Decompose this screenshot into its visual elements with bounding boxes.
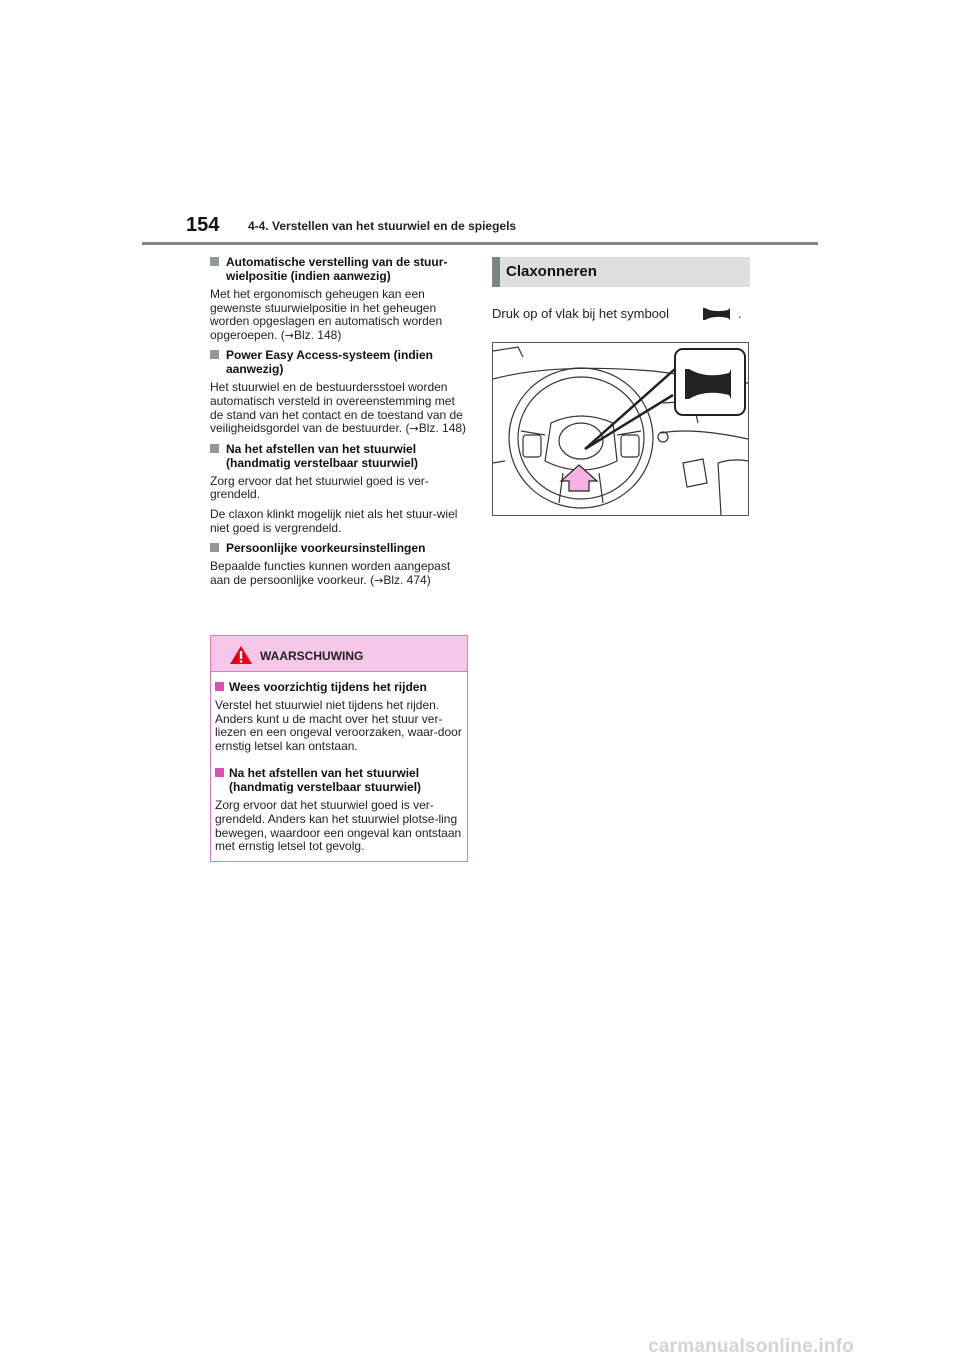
instruction: Druk op of vlak bij het symbool . xyxy=(492,306,742,321)
sub-heading-auto-adjust: Automatische verstelling van de stuur-wielpositie (indien aanwezig) xyxy=(210,255,470,283)
warning-title: WAARSCHUWING xyxy=(260,649,364,663)
horn-icon xyxy=(702,307,732,321)
sub-heading-after-adjust: Na het afstellen van het stuurwiel (handmatig verstelbaar stuurwiel) xyxy=(210,442,470,470)
warning-header xyxy=(211,636,467,672)
warning-item-text: Verstel het stuurwiel niet tijdens het rijden. Anders kunt u de macht over het stuur ver-liezen en een ongeval veroorzaken, waar-door ernstig letsel kan ontstaan. xyxy=(215,698,462,753)
page-number: 154 xyxy=(186,214,220,236)
arrow-icon: → xyxy=(284,328,294,342)
square-bullet-icon xyxy=(210,543,219,552)
paragraph: Bepaalde functies kunnen worden aangepast aan de persoonlijke voorkeur. (→Blz. 474) xyxy=(210,559,451,587)
warning-box xyxy=(210,635,468,862)
warning-body xyxy=(211,672,467,854)
header-title: 4-4. Verstellen van het stuurwiel en de spiegels xyxy=(248,219,517,233)
square-bullet-icon xyxy=(215,768,224,777)
warning-item-text: Zorg ervoor dat het stuurwiel goed is ver-grendeld. Anders kan het stuurwiel plotse-ling bewegen, waardoor een ongeval kan ontstaan met ernstig letsel tot gevolg. xyxy=(215,798,462,854)
sub-heading-personal-settings: Persoonlijke voorkeursinstellingen xyxy=(210,541,470,555)
watermark: carmanualsonline.info xyxy=(648,1336,854,1357)
section-heading xyxy=(492,257,750,287)
paragraph: Met het ergonomisch geheugen kan een gewenste stuurwielpositie in het geheugen worden opgeslagen en automatisch worden opgeroepen. (→Blz. 148) xyxy=(210,287,443,342)
square-bullet-icon xyxy=(215,682,224,691)
left-column xyxy=(210,255,470,593)
arrow-icon: → xyxy=(374,573,384,587)
section-bar xyxy=(492,257,500,287)
square-bullet-icon xyxy=(210,257,219,266)
steering-wheel-illustration xyxy=(492,342,749,516)
warning-triangle-icon xyxy=(229,645,253,665)
paragraph: Zorg ervoor dat het stuurwiel goed is ver-grendeld. xyxy=(210,473,429,502)
square-bullet-icon xyxy=(210,444,219,453)
steering-wheel-drawing xyxy=(493,343,748,515)
right-column xyxy=(492,257,750,326)
warning-item-heading: Wees voorzichtig tijdens het rijden xyxy=(215,680,463,694)
header-rule xyxy=(142,242,818,245)
section-title: Claxonneren xyxy=(506,263,597,280)
arrow-icon: → xyxy=(409,422,419,436)
paragraph: De claxon klinkt mogelijk niet als het stuur-wiel niet goed is vergrendeld. xyxy=(210,506,458,535)
square-bullet-icon xyxy=(210,350,219,359)
paragraph: Het stuurwiel en de bestuurdersstoel worden automatisch versteld in overeenstemming met de stand van het contact en de toestand van de veiligheidsgordel van de bestuurder. (→Blz. 148) xyxy=(210,380,467,436)
sub-heading-power-easy-access: Power Easy Access-systeem (indien aanwezig) xyxy=(210,348,470,376)
warning-item-heading: Na het afstellen van het stuurwiel (handmatig verstelbaar stuurwiel) xyxy=(215,766,463,794)
